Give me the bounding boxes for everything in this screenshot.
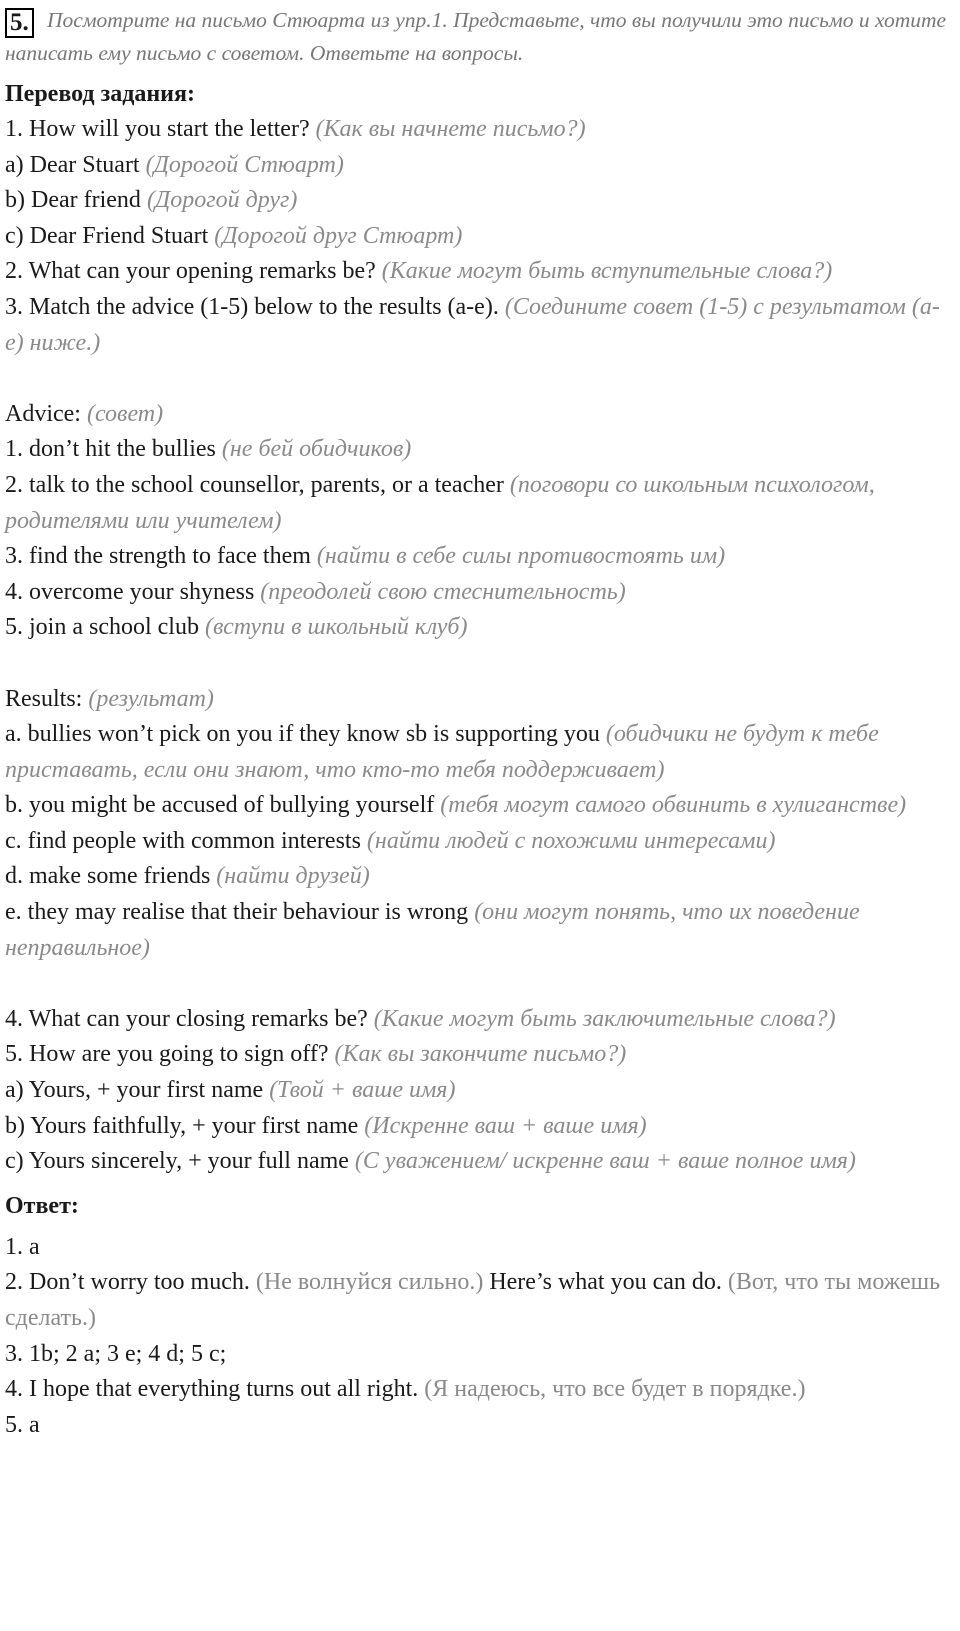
question-5-option-c: [5, 1144, 955, 1180]
advice-item-ru: (найти в себе силы противостоять им): [316, 543, 726, 570]
result-item-ru: (тебя могут самого обвинить в хулиганстве): [440, 792, 907, 819]
question-1-option-a: [5, 148, 955, 184]
option-ru: (Твой + ваше имя): [269, 1077, 456, 1104]
answer-title: Ответ:: [5, 1192, 79, 1219]
advice-heading: [5, 397, 955, 433]
result-item-ru: (найти друзей): [216, 863, 370, 890]
advice-item-ru: (вступи в школьный клуб): [204, 614, 468, 641]
question-2-en: 2. What can your opening remarks be?: [5, 258, 382, 285]
advice-heading-en: Advice:: [5, 400, 87, 427]
question-1-en: 1. How will you start the letter?: [5, 116, 316, 142]
answer-2-ru-2: (Вот, что ты можешь сделать.): [5, 1269, 941, 1331]
advice-item-ru: (поговори со школьным психологом, родителями или учителем): [5, 471, 875, 534]
advice-item-ru: (не бей обидчиков): [221, 436, 412, 463]
option-ru: (Дорогой друг): [146, 187, 298, 214]
task-header: [5, 4, 955, 70]
task-number-badge: 5.: [5, 8, 34, 38]
translation-title: Перевод задания:: [5, 81, 195, 107]
results-heading: [5, 682, 955, 718]
advice-item: [5, 610, 955, 646]
question-4-ru: (Какие могут быть заключительные слова?): [373, 1005, 836, 1032]
option-en: b) Dear friend: [5, 187, 147, 214]
advice-item-en: 5. join a school club: [5, 614, 205, 641]
result-item-en: c. find people with common interests: [5, 827, 367, 854]
spacer: [5, 966, 955, 1002]
answer-2: [5, 1265, 955, 1336]
option-en: a) Dear Stuart: [5, 151, 146, 178]
question-1-ru: (Как вы начнете письмо?): [315, 116, 586, 142]
task-instruction: Посмотрите на письмо Стюарта из упр.1. Представьте, что вы получили это письмо и хотите написать ему письмо с советом. Ответьте на вопросы.: [5, 8, 947, 65]
question-2-ru: (Какие могут быть вступительные слова?): [381, 258, 833, 285]
advice-item: [5, 575, 955, 611]
result-item: [5, 895, 955, 966]
advice-heading-ru: (совет): [86, 400, 164, 427]
result-item-ru: (найти людей с похожими интересами): [366, 827, 776, 854]
result-item-en: e. they may realise that their behaviour is wrong: [5, 899, 475, 926]
answer-3: 3. 1b; 2 a; 3 e; 4 d; 5 c;: [5, 1340, 227, 1367]
question-3-ru: (Соедините совет (1-5) с результатом (a-e) ниже.): [5, 293, 940, 356]
answer-5: 5. a: [5, 1411, 40, 1438]
option-ru: (Дорогой Стюарт): [145, 151, 344, 178]
answer-2-en-1: 2. Don’t worry too much.: [5, 1269, 256, 1296]
advice-item: [5, 468, 955, 539]
result-item-en: d. make some friends: [5, 863, 217, 890]
question-1-option-c: [5, 219, 955, 255]
results-heading-ru: (результат): [88, 685, 214, 712]
question-2: [5, 254, 955, 290]
spacer: [5, 361, 955, 397]
option-en: b) Yours faithfully, + your first name: [5, 1112, 365, 1139]
result-item: [5, 717, 955, 788]
answer-4-ru: (Я надеюсь, что все будет в порядке.): [424, 1376, 806, 1403]
option-en: c) Yours sincerely, + your full name: [5, 1148, 355, 1175]
result-item: [5, 788, 955, 824]
advice-item: [5, 432, 955, 468]
question-5: [5, 1037, 955, 1073]
answer-1: 1. a: [5, 1233, 40, 1260]
advice-item-en: 4. overcome your shyness: [5, 578, 261, 605]
option-ru: (Дорогой друг Стюарт): [214, 222, 463, 249]
question-1: [5, 112, 955, 148]
question-5-en: 5. How are you going to sign off?: [5, 1041, 335, 1068]
advice-item-en: 3. find the strength to face them: [5, 543, 317, 570]
advice-item-en: 1. don’t hit the bullies: [5, 436, 222, 463]
result-item: [5, 824, 955, 860]
result-item-ru: (они могут понять, что их поведение неправильное): [5, 899, 860, 961]
advice-item-ru: (преодолей свою стеснительность): [260, 578, 626, 605]
option-ru: (С уважением/ искренне ваш + ваше полное имя): [354, 1148, 856, 1175]
answer-4-en: 4. I hope that everything turns out all right.: [5, 1376, 425, 1403]
spacer: [5, 646, 955, 682]
question-5-option-b: [5, 1109, 955, 1145]
question-1-option-b: [5, 183, 955, 219]
question-4-en: 4. What can your closing remarks be?: [5, 1005, 374, 1032]
question-4: [5, 1002, 955, 1038]
option-ru: (Искренне ваш + ваше имя): [364, 1112, 647, 1139]
answer-2-ru-1: (Не волнуйся сильно.): [255, 1269, 490, 1296]
result-item-en: a. bullies won’t pick on you if they know sb is supporting you: [5, 721, 606, 748]
advice-item-en: 2. talk to the school counsellor, parents, or a teacher: [5, 471, 510, 498]
result-item-ru: (обидчики не будут к тебе приставать, если они знают, что кто-то тебя поддерживает): [5, 721, 879, 783]
answer-2-en-2: Here’s what you can do.: [489, 1269, 728, 1296]
question-5-option-a: [5, 1073, 955, 1109]
option-en: a) Yours, + your first name: [5, 1077, 270, 1104]
advice-item: [5, 539, 955, 575]
result-item-en: b. you might be accused of bullying yourself: [5, 792, 441, 819]
question-3: [5, 290, 955, 361]
question-5-ru: (Как вы закончите письмо?): [334, 1041, 627, 1068]
result-item: [5, 859, 955, 895]
question-3-en: 3. Match the advice (1-5) below to the results (a-e).: [5, 293, 505, 320]
results-heading-en: Results:: [5, 685, 89, 712]
answer-4: [5, 1372, 955, 1408]
option-en: c) Dear Friend Stuart: [5, 222, 215, 249]
